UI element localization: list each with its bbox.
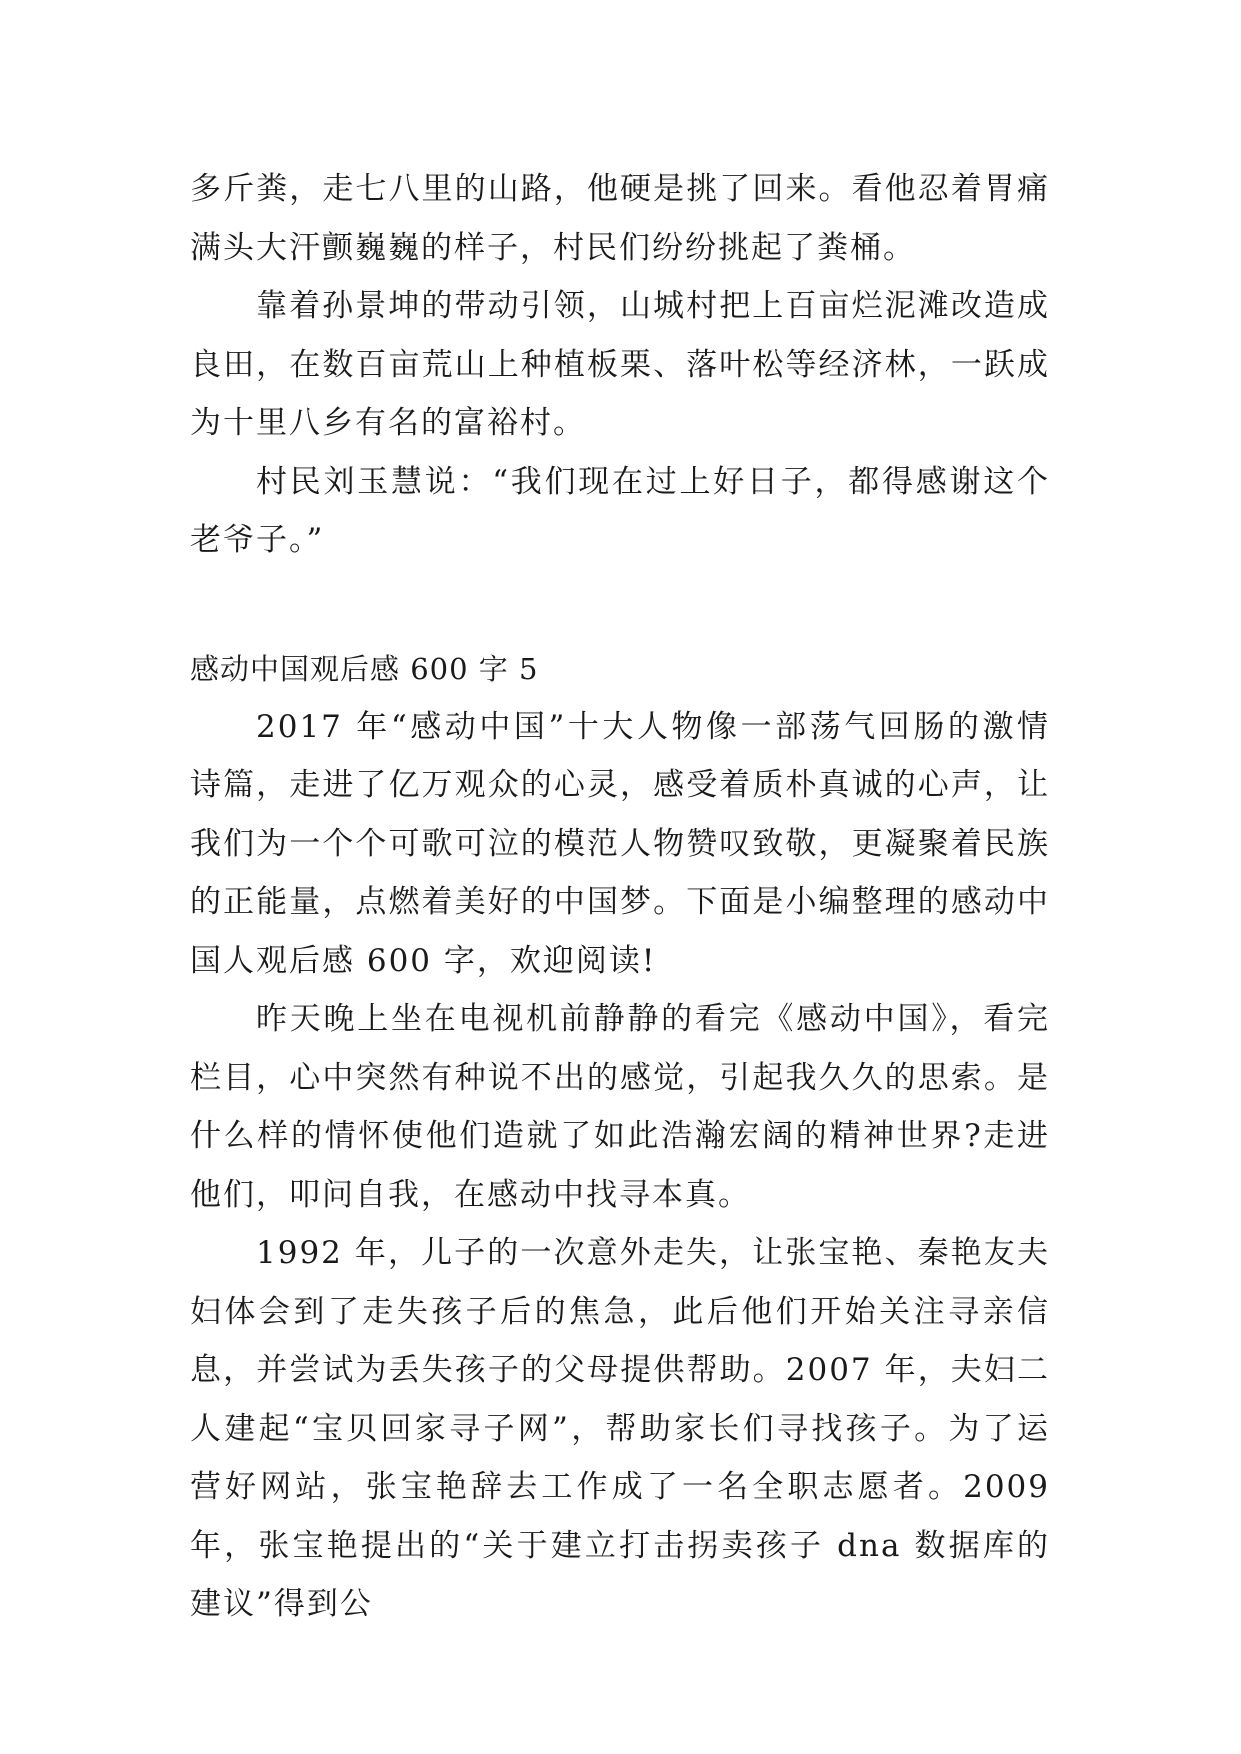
section-heading: 感动中国观后感 600 字 5 [190, 651, 539, 686]
document-page [190, 160, 1050, 1634]
paragraph-zhang-baoyan: 1992 年，儿子的一次意外走失，让张宝艳、秦艳友夫妇体会到了走失孩子后的焦急，此后他们开始关注寻亲信息，并尝试为丢失孩子的父母提供帮助。2007 年，夫妇二人建起“宝贝回家寻子网”，帮助家长们寻找孩子。为了运营好网站，张宝艳辞去工作成了一名全职志愿者。2009 年，张宝艳提出的“关于建立打击拐卖孩子 dna 数据库的建议”得到公 [190, 1235, 1050, 1622]
paragraph-reflection: 昨天晚上坐在电视机前静静的看完《感动中国》，看完栏目，心中突然有种说不出的感觉，引起我久久的思索。是什么样的情怀使他们造就了如此浩瀚宏阔的精神世界?走进他们，叩问自我，在感动中找寻本真。 [190, 1001, 1050, 1213]
paragraph-intro: 2017 年“感动中国”十大人物像一部荡气回肠的激情诗篇，走进了亿万观众的心灵，感受着质朴真诚的心声，让我们为一个个可歌可泣的模范人物赞叹致敬，更凝聚着民族的正能量，点燃着美好的中国梦。下面是小编整理的感动中国人观后感 600 字，欢迎阅读! [190, 708, 1050, 979]
paragraph-villager-quote: 村民刘玉慧说：“我们现在过上好日子，都得感谢这个老爷子。” [190, 463, 1050, 558]
paragraph-continuation: 多斤粪，走七八里的山路，他硬是挑了回来。看他忍着胃痛满头大汗颤巍巍的样子，村民们纷纷挑起了粪桶。 [190, 171, 1050, 266]
paragraph-sun-jingkun: 靠着孙景坤的带动引领，山城村把上百亩烂泥滩改造成良田，在数百亩荒山上种植板栗、落叶松等经济林，一跃成为十里八乡有名的富裕村。 [190, 288, 1050, 441]
